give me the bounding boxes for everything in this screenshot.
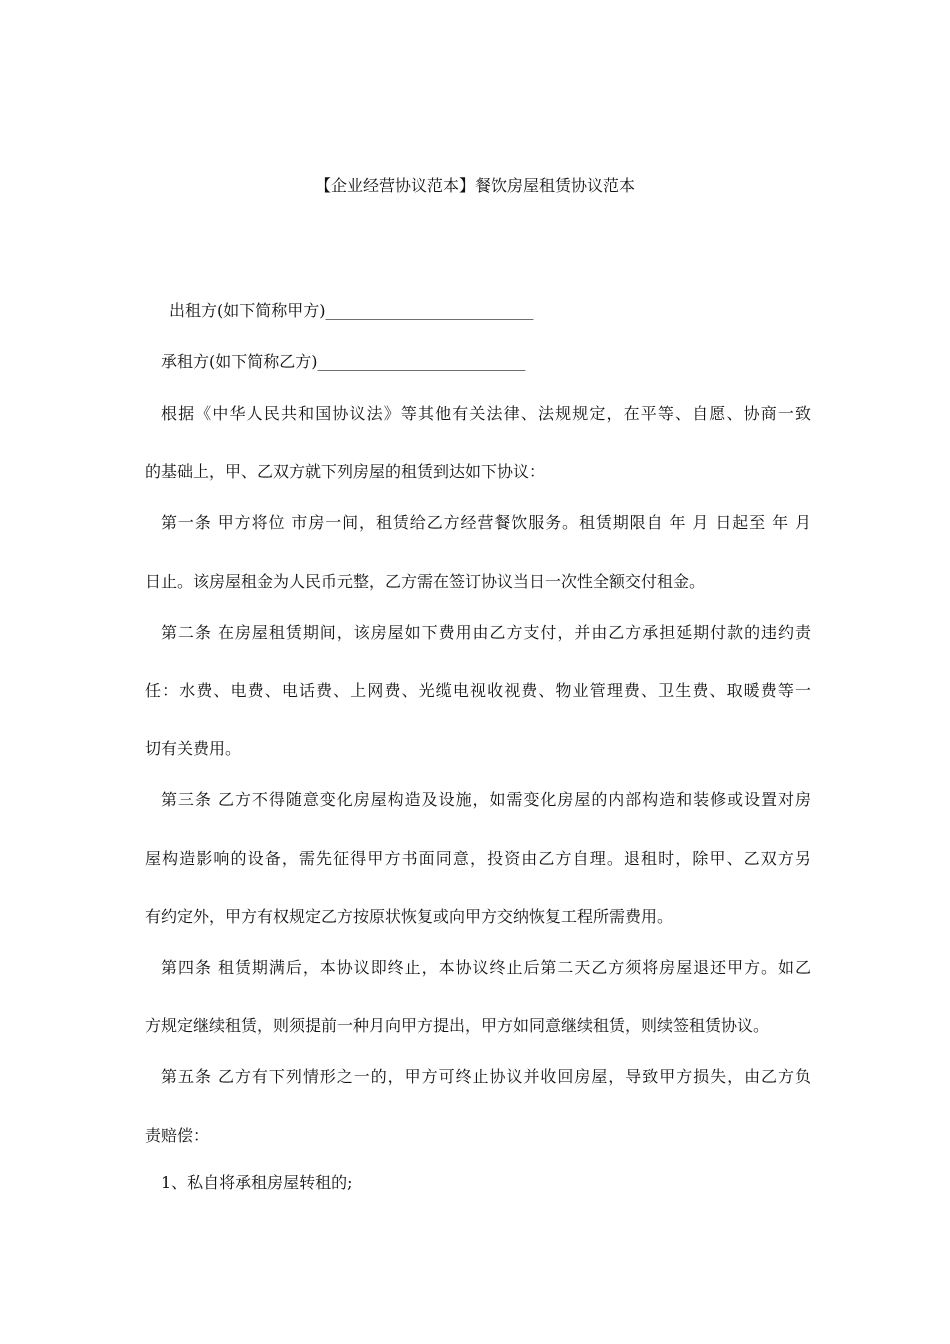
article-3-line: 有约定外，甲方有权规定乙方按原状恢复或向甲方交纳恢复工程所需费用。 xyxy=(145,907,674,926)
lessor-line: 出租方(如下简称甲方)__________________________ xyxy=(169,301,534,320)
article-1-line: 日止。该房屋租金为人民币元整，乙方需在签订协议当日一次性全额交付租金。 xyxy=(145,572,706,591)
article-2-line: 任：水费、电费、电话费、上网费、光缆电视收视费、物业管理费、卫生费、取暖费等一 xyxy=(145,681,811,700)
lessee-line: 承租方(如下简称乙方)__________________________ xyxy=(161,352,526,371)
paragraph-line: 根据《中华人民共和国协议法》等其他有关法律、法规规定，在平等、自愿、协商一致 xyxy=(161,404,811,423)
document-title: 【企业经营协议范本】餐饮房屋租赁协议范本 xyxy=(314,176,635,195)
article-4-line: 方规定继续租赁，则须提前一种月向甲方提出，甲方如同意继续租赁，则续签租赁协议。 xyxy=(145,1016,770,1035)
article-1-line: 第一条 甲方将位 市房一间，租赁给乙方经营餐饮服务。租赁期限自 年 月 日起至 年 月 xyxy=(161,513,811,532)
list-item: 1、私自将承租房屋转租的; xyxy=(161,1173,353,1192)
article-3-line: 第三条 乙方不得随意变化房屋构造及设施，如需变化房屋的内部构造和装修或设置对房 xyxy=(161,790,811,809)
paragraph-line: 的基础上，甲、乙双方就下列房屋的租赁到达如下协议： xyxy=(145,462,546,481)
article-5-line: 第五条 乙方有下列情形之一的，甲方可终止协议并收回房屋，导致甲方损失，由乙方负 xyxy=(161,1067,811,1086)
article-4-line: 第四条 租赁期满后，本协议即终止，本协议终止后第二天乙方须将房屋退还甲方。如乙 xyxy=(161,958,811,977)
article-3-line: 屋构造影响的设备，需先征得甲方书面同意，投资由乙方自理。退租时，除甲、乙双方另 xyxy=(145,849,811,868)
article-2-line: 切有关费用。 xyxy=(145,739,242,758)
article-2-line: 第二条 在房屋租赁期间，该房屋如下费用由乙方支付，并由乙方承担延期付款的违约责 xyxy=(161,623,811,642)
article-5-line: 责赔偿： xyxy=(145,1126,210,1145)
